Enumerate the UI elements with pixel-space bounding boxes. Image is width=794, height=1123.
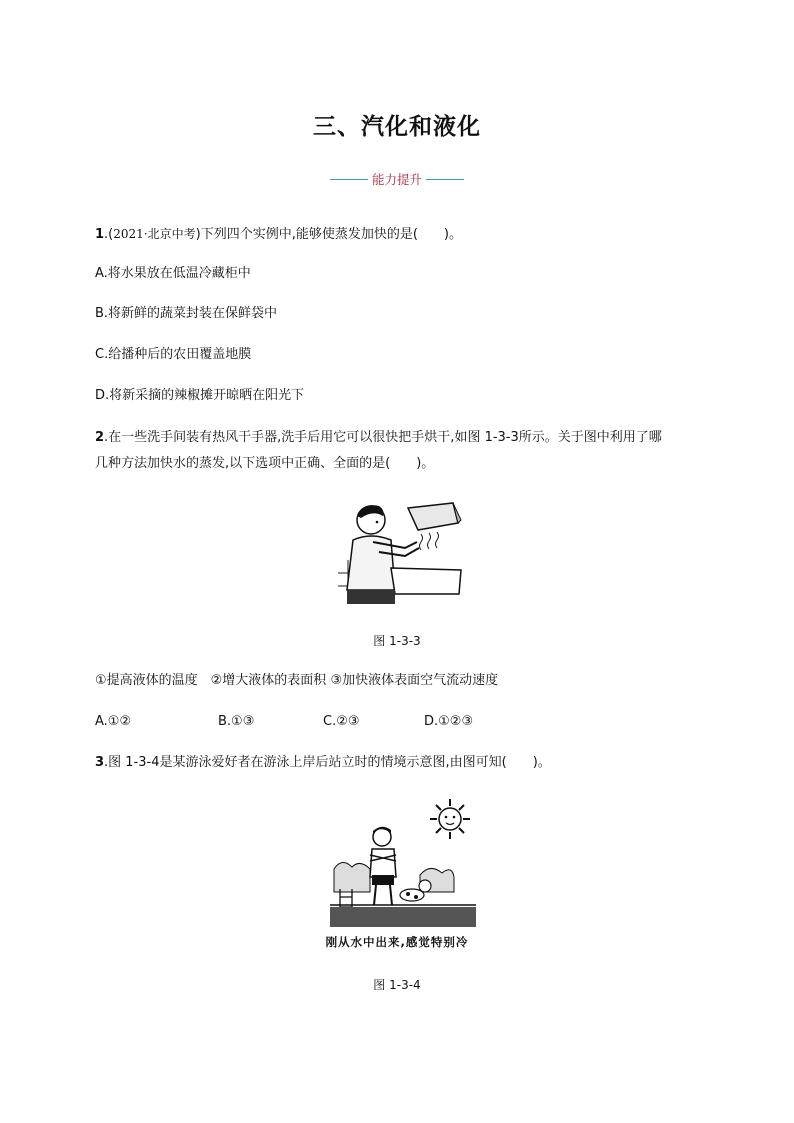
cartoon-caption: 刚从水中出来,感觉特别冷 <box>325 935 469 949</box>
question-3-text: .图 1-3-4是某游泳爱好者在游泳上岸后站立时的情境示意图,由图可知( )。 <box>104 755 551 770</box>
q2-option-c: C.②③ <box>323 714 360 729</box>
question-2-stem-line2: 几种方法加快水的蒸发,以下选项中正确、全面的是( )。 <box>95 456 435 471</box>
swimmer-illustration <box>330 797 476 927</box>
q2-option-b: B.①③ <box>218 714 255 729</box>
section-heading <box>0 170 794 188</box>
question-number: 1 <box>95 227 105 242</box>
question-number: 2 <box>95 430 105 445</box>
q1-option-b: B.将新鲜的蔬菜封装在保鲜袋中 <box>95 306 278 321</box>
q2-option-d: D.①②③ <box>424 714 474 729</box>
q1-option-a: A.将水果放在低温冷藏柜中 <box>95 266 251 281</box>
figure-1-3-3-caption: 图 1-3-3 <box>373 634 421 648</box>
left-rule <box>330 179 368 180</box>
q1-option-c: C.给播种后的农田覆盖地膜 <box>95 347 252 362</box>
question-1-stem <box>95 224 462 245</box>
hand-dryer-illustration <box>333 498 463 606</box>
right-rule <box>426 179 464 180</box>
question-1-prefix: .( <box>104 227 114 242</box>
figure-1-3-4-caption: 图 1-3-4 <box>373 978 421 992</box>
question-2-stem-line1 <box>95 428 662 448</box>
question-2-text-1: .在一些洗手间装有热风干手器,洗手后用它可以很快把手烘干,如图 1-3-3所示。关于图中利用了哪 <box>104 430 662 445</box>
page-title: 三、汽化和液化 <box>313 114 481 140</box>
q2-options <box>95 712 515 732</box>
question-number: 3 <box>95 755 105 770</box>
q2-option-a: A.①② <box>95 714 132 729</box>
q1-option-d: D.将新采摘的辣椒摊开晾晒在阳光下 <box>95 388 305 403</box>
section-label: 能力提升 <box>371 172 422 187</box>
q2-methods: ①提高液体的温度 ②增大液体的表面积 ③加快液体表面空气流动速度 <box>95 673 499 688</box>
question-source: 2021·北京中考 <box>113 227 196 241</box>
question-1-text: )下列四个实例中,能够使蒸发加快的是( )。 <box>195 227 462 242</box>
question-3-stem <box>95 753 551 773</box>
